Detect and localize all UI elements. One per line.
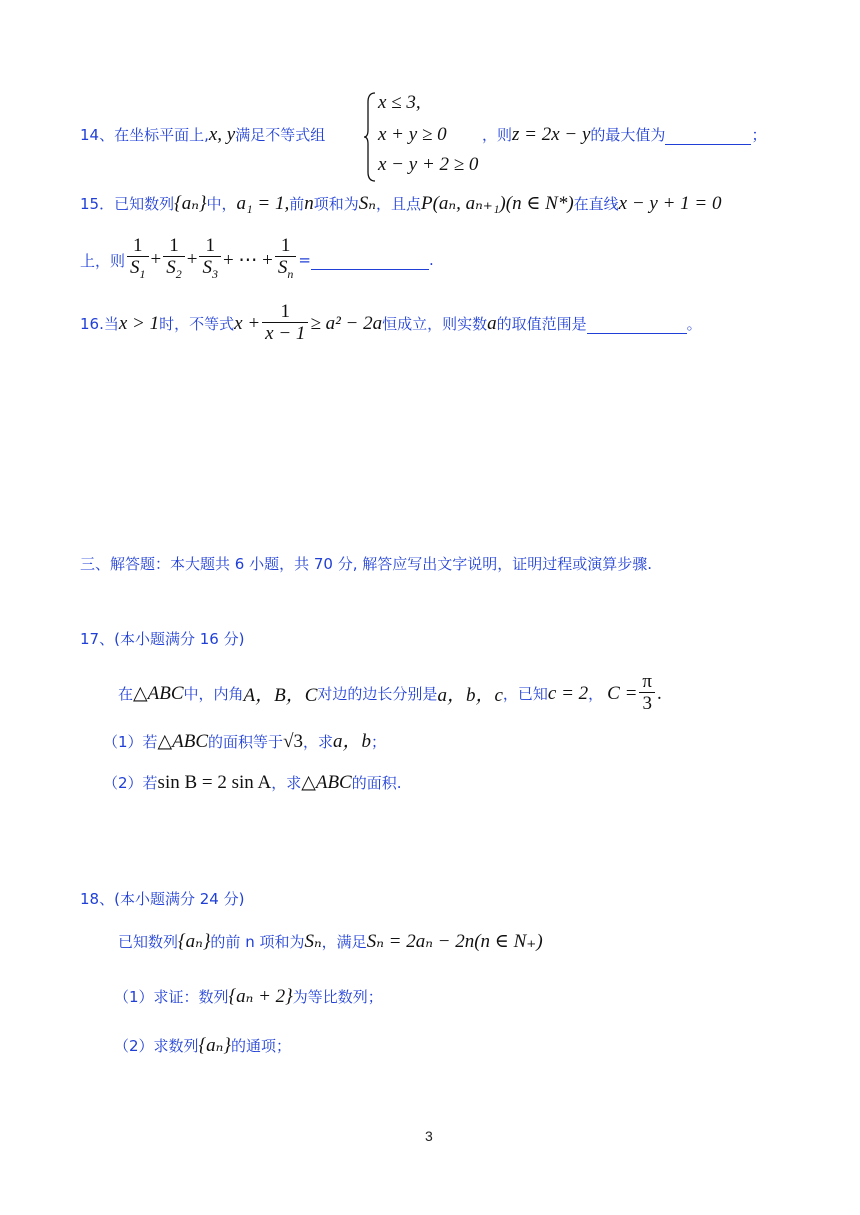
q16-cond: x > 1: [118, 312, 160, 334]
q18-part2-a: （2）求数列: [114, 1037, 199, 1055]
q15-frac-n: $\frac{1}{S_n}$: [275, 236, 297, 285]
q15-frac-3: $\frac{1}{S_3}$: [199, 236, 221, 285]
q18-part2-seq: {aₙ}: [198, 1035, 231, 1056]
q17-pi-over-3: $\frac{\pi}{3}$: [639, 672, 655, 715]
q18-part1-a: （1）求证：数列: [114, 988, 229, 1006]
q18-header: 18、(本小题满分 24 分): [80, 890, 245, 908]
q14-text-d: 的最大值为: [590, 126, 666, 144]
q17-angles: A，B，C: [243, 685, 318, 706]
q14-ineq-3: x − y + 2 ≥ 0: [378, 154, 479, 175]
q15-line: x − y + 1 = 0: [618, 193, 722, 214]
q14-ineq-2: x + y ≥ 0: [378, 124, 447, 145]
q15-point: P(aₙ, aₙ₊₁)(n ∈ N*): [420, 193, 574, 214]
q16-text-c: 恒成立，则实数: [382, 315, 488, 333]
q17-part1-c: ，求: [303, 733, 334, 751]
q14-text-a: 在坐标平面上,: [114, 126, 209, 144]
q17-part1-a: （1）若: [103, 733, 158, 751]
q15-text-g: 上，则: [80, 251, 126, 270]
q17-sides: a，b，c: [437, 685, 503, 706]
q15-end: .: [428, 251, 434, 270]
q17-c-eq: c = 2: [547, 682, 589, 704]
q14-text-c: ，则: [482, 126, 513, 144]
q15-answer-blank: [311, 250, 429, 270]
q15-a1: a₁ = 1,: [236, 193, 290, 214]
q16-text-d: 的取值范围是: [496, 315, 587, 333]
q17-part2-eq: sin B = 2 sin A: [157, 772, 272, 793]
q15-frac-1: $\frac{1}{S_1}$: [127, 236, 149, 285]
q17-part1-d: ；: [371, 733, 387, 751]
q17-stem-d: ，已知: [502, 685, 548, 703]
q16-end: 。: [686, 315, 702, 333]
q17-part2-a: （2）若: [103, 774, 158, 792]
system-brace-icon: [364, 92, 376, 182]
q18-part1-b: 为等比数列；: [292, 988, 383, 1006]
q17-header: 17、(本小题满分 16 分): [80, 630, 245, 648]
q16-text-b: 时，不等式: [159, 315, 235, 333]
q15-text-b: 中，: [206, 195, 237, 213]
q18-part1-seq: {aₙ + 2}: [228, 986, 293, 1007]
q18-stem-a: 已知数列: [118, 933, 179, 951]
q16-ineq-rhs: ≥ a² − 2a: [310, 312, 383, 334]
q14-ineq-1: x ≤ 3,: [378, 92, 421, 113]
q18-seq: {aₙ}: [178, 931, 211, 952]
q17-part1-triangle: △ABC: [157, 731, 209, 752]
q17-part2-c: 的面积.: [351, 774, 402, 792]
q14-text-b: 满足不等式组: [235, 126, 326, 144]
q15-text-e: ，且点: [375, 195, 421, 213]
q17-stem-c: 对边的边长分别是: [317, 685, 438, 703]
q17-C-eq: C =: [607, 682, 638, 704]
q18-stem-c: ，满足: [321, 933, 367, 951]
q14-number: 14、: [80, 126, 115, 144]
q14-end: ；: [751, 126, 767, 144]
page-number: 3: [425, 1128, 433, 1144]
q17-part1-b: 的面积等于: [208, 733, 284, 751]
q15-n: n: [304, 193, 314, 214]
q15-frac-2: $\frac{1}{S_2}$: [163, 236, 185, 285]
q15-text-a: 已知数列: [114, 195, 175, 213]
q17-part1-ab: a，b: [333, 731, 372, 752]
q17-stem-a: 在: [118, 685, 134, 703]
q17-triangle: △ABC: [133, 683, 184, 704]
q17-stem-b: 中，内角: [183, 685, 244, 703]
q15-Sn: Sₙ: [358, 193, 376, 214]
q16-a: a: [487, 312, 497, 334]
q18-relation: Sₙ = 2aₙ − 2n(n ∈ N₊): [366, 931, 543, 952]
q16-number: 16.: [80, 314, 104, 333]
q16-text-a: 当: [103, 315, 119, 333]
q15-text-c: 前: [289, 195, 305, 213]
q15-text-f: 在直线: [573, 195, 619, 213]
q17-part2-b: ，求: [271, 774, 302, 792]
q17-part2-triangle: △ABC: [301, 772, 352, 793]
q18-part2-b: 的通项；: [230, 1037, 291, 1055]
q17-sep: ，: [588, 685, 604, 703]
q16-answer-blank: [587, 314, 687, 334]
q17-end: .: [657, 682, 662, 704]
q15-seq: {aₙ}: [174, 193, 207, 214]
q15-text-d: 项和为: [313, 195, 359, 213]
q18-Sn: Sₙ: [304, 931, 322, 952]
q17-sqrt3: √3: [283, 731, 303, 752]
q14-answer-blank: [665, 125, 751, 145]
q14-expr: z = 2x − y: [512, 124, 591, 145]
q14-vars: x, y: [208, 124, 236, 145]
q18-stem-b: 的前 n 项和为: [210, 933, 305, 951]
q15-number: 15．: [80, 195, 115, 213]
section-3-heading: 三、解答题：本大题共 6 小题，共 70 分, 解答应写出文字说明，证明过程或演算步骤.: [80, 555, 653, 573]
q15-eq: =: [298, 251, 311, 270]
q16-frac: $\frac{1}{x - 1}$: [262, 302, 308, 345]
